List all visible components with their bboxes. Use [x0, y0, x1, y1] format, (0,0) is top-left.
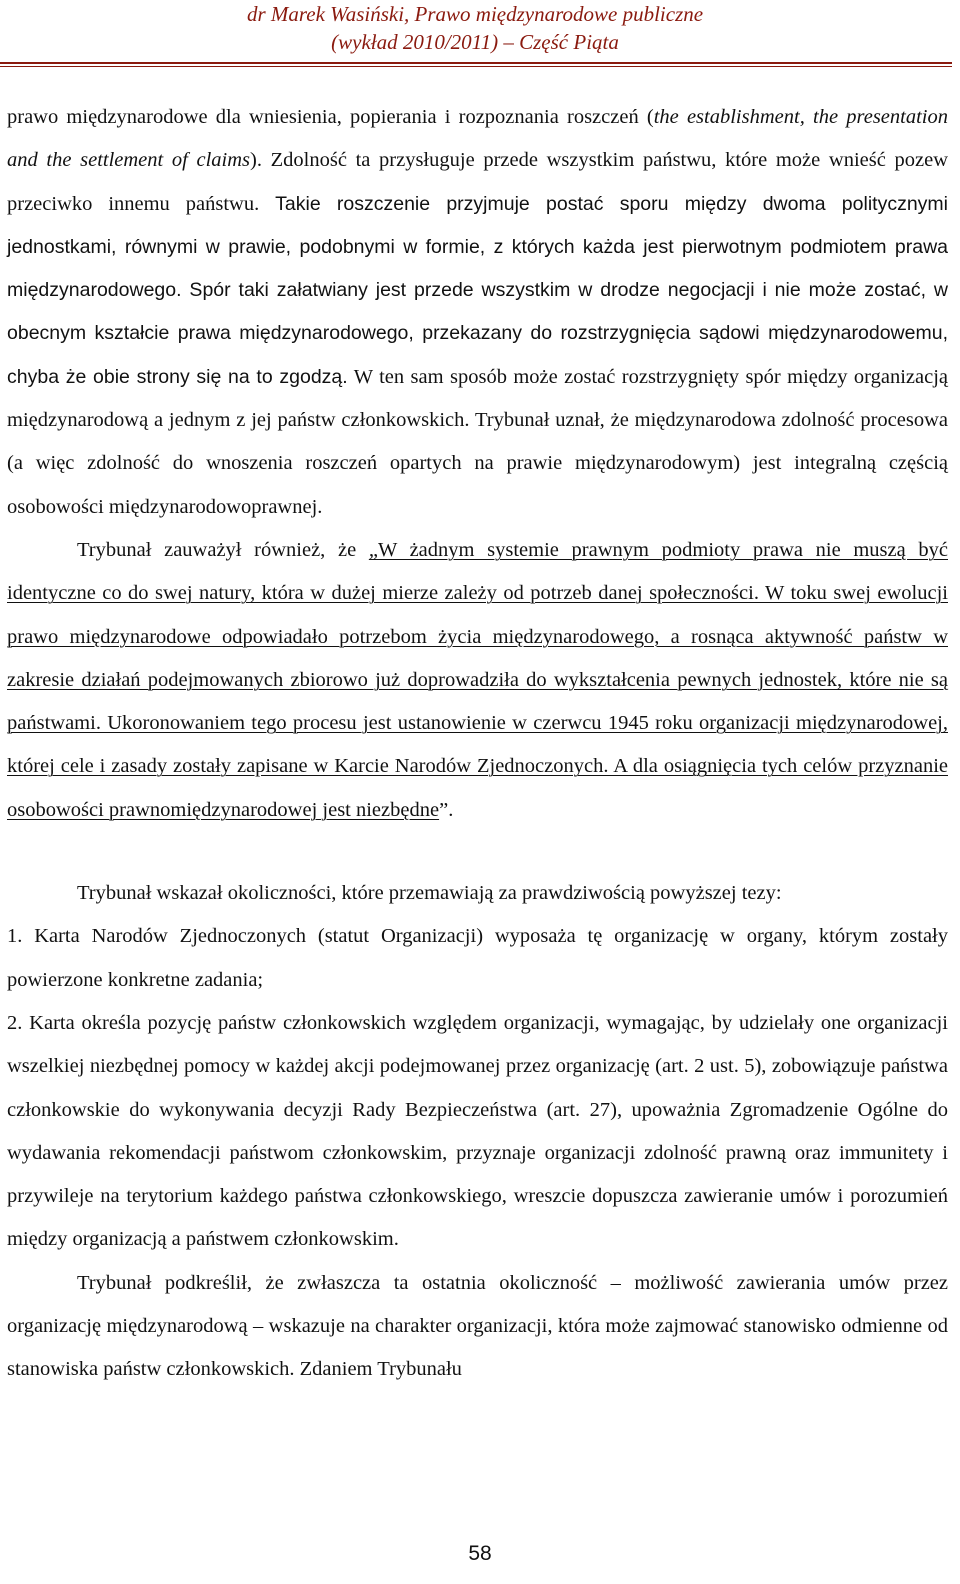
page-header: [0, 0, 950, 60]
header-line-2: (wykład 2010/2011) – Część Piąta: [331, 30, 619, 54]
p2-text-a: Trybunał zauważył również, że: [77, 538, 369, 561]
header-rule-thin: [0, 66, 952, 67]
p2-quotation: „W żadnym systemie prawnym podmioty prawa nie muszą być identyczne co do swej natury, która w dużej mierze zależy od potrzeb danej społeczności. W toku swej ewolucji prawo międzynarodowe odpowiadało potrzebom życia międzynarodowego, a rosnąca aktywność państw w zakresie działań podejmowanych zbiorowo już doprowadziła do wykształcenia pewnych jednostek, które nie są państwami. Ukoronowaniem tego procesu jest ustanowienie w czerwcu 1945 roku organizacji międzynarodowej, której cele i zasady zostały zapisane w Karcie Narodów Zjednoczonych. A dla osiągnięcia tych celów przyznanie osobowości prawnomiędzynarodowej jest niezbędne: [7, 538, 948, 821]
p1-text-b: ). Zdolność ta przysługuje przede wszystkim państwu, które może wnieść pozew przeciwko innemu państwu.: [7, 149, 948, 215]
paragraph-2: [7, 529, 948, 832]
body-text: [7, 96, 948, 1392]
p1-text-a: prawo międzynarodowe dla wniesienia, popierania i rozpoznania roszczeń (: [7, 106, 654, 128]
p1-text-c: W ten sam sposób może zostać rozstrzygnięty spór między organizacją międzynarodową a jednym z jej państw członkowskich. Trybunał uznał, że międzynarodowa zdolność procesowa (a więc zdolność do wnoszenia roszczeń opartych na prawie międzynarodowym) jest integralną częścią osobowości międzynarodowoprawnej.: [7, 365, 949, 518]
page-number: 58: [468, 1542, 492, 1565]
paragraph-1: [7, 96, 948, 529]
header-line-1: dr Marek Wasiński, Prawo międzynarodowe publiczne: [246, 2, 704, 26]
paragraph-gap: [7, 832, 948, 872]
p2-text-b: ”.: [439, 798, 454, 821]
list-item-1: 1. Karta Narodów Zjednoczonych (statut Organizacji) wyposaża tę organizację w organy, którym zostały powierzone konkretne zadania;: [7, 925, 948, 991]
p1-italic-phrase: the establishment, the presentation and the settlement of claims: [7, 106, 948, 172]
list-item-2: 2. Karta określa pozycję państw członkowskich względem organizacji, wymagając, by udzielały one organizacji wszelkiej niezbędnej pomocy w każdej akcji podejmowanej przez organizację (art. 2 ust. 5), zobowiązuje państwa członkowskie do wykonywania decyzji Rady Bezpieczeństwa (art. 27), upoważnia Zgromadzenie Ogólne do wydawania rekomendacji państwom członkowskim, przyznaje organizacji zdolność prawną oraz immunitety i przywileje na terytorium każdego państwa członkowskiego, wreszcie dopuszcza zawieranie umów i porozumień między organizacją a państwem członkowskim.: [7, 1011, 948, 1251]
paragraph-4: Trybunał podkreślił, że zwłaszcza ta ostatnia okoliczność – możliwość zawierania umów przez organizację międzynarodową – wskazuje na charakter organizacji, która może zajmować stanowisko odmienne od stanowiska państw członkowskich. Zdaniem Trybunału: [7, 1271, 948, 1381]
p1-text-sans: Takie roszczenie przyjmuje postać sporu między dwoma politycznymi jednostkami, równymi w prawie, podobnymi w formie, z których każda jest pierwotnym podmiotem prawa międzynarodowego. Spór taki załatwiany jest przede wszystkim w drodze negocjacji i nie może zostać, w obecnym kształcie prawa międzynarodowego, przekazany do rozstrzygnięcia sądowi międzynarodowemu, chyba że obie strony się na to zgodzą.: [7, 192, 948, 388]
header-rule: [0, 62, 952, 64]
paragraph-3: Trybunał wskazał okoliczności, które przemawiają za prawdziwością powyższej tezy:: [77, 882, 782, 905]
